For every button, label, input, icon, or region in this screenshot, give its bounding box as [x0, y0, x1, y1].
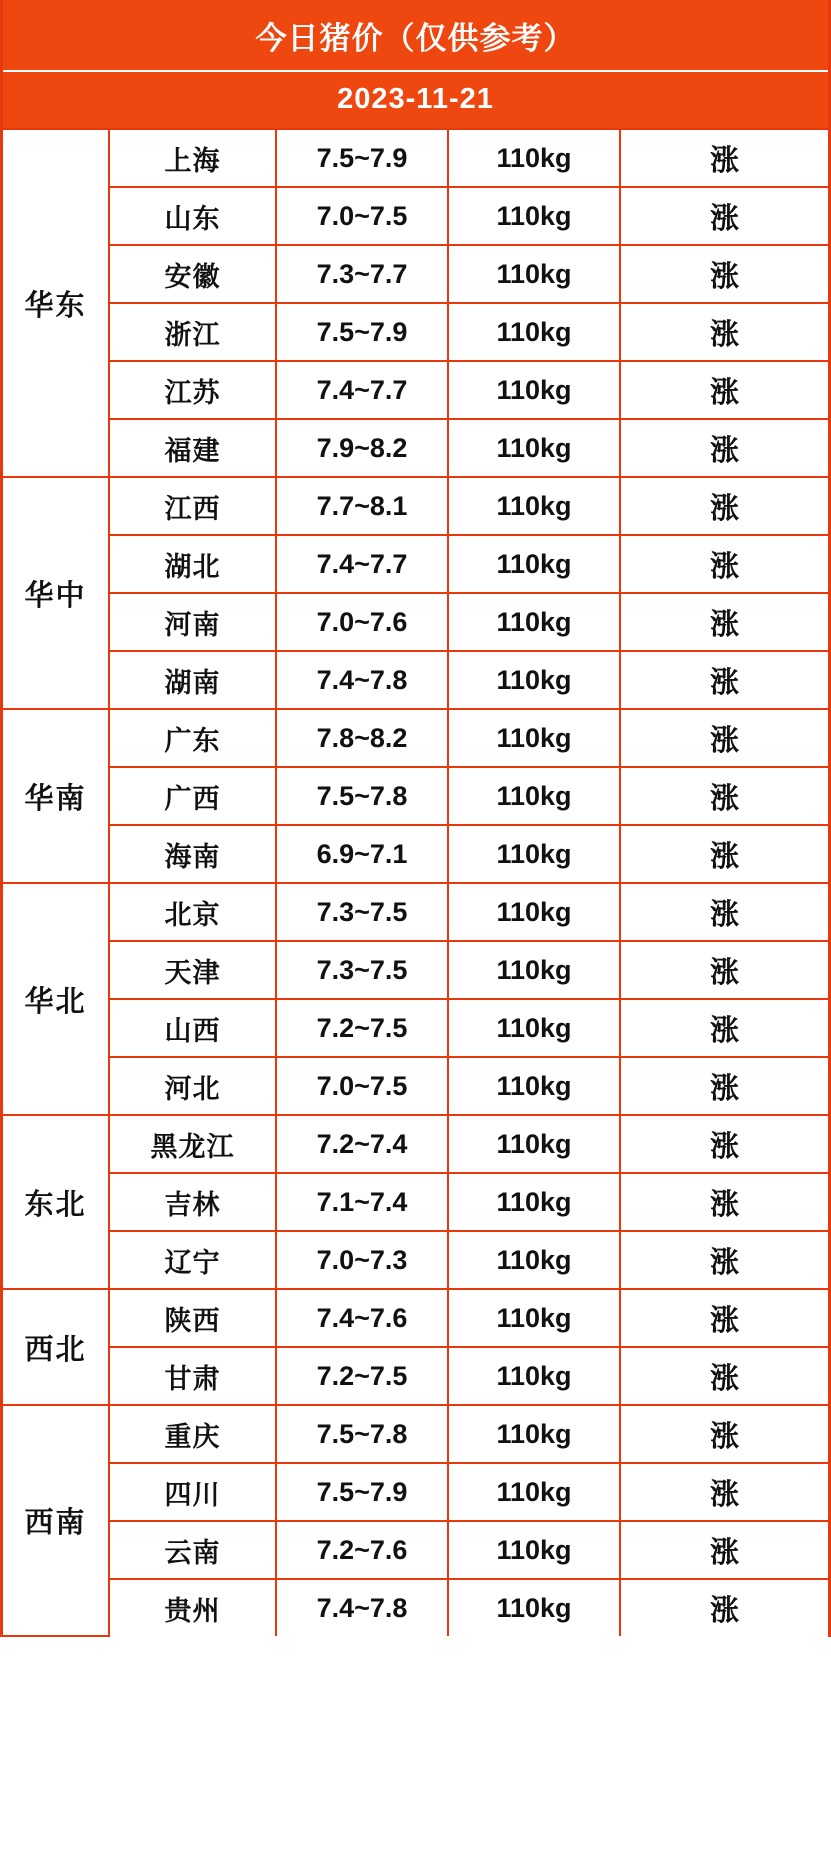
trend-cell: 涨	[620, 651, 828, 709]
trend-cell: 涨	[620, 1115, 828, 1173]
region-cell: 西南	[3, 1405, 109, 1636]
report-date: 2023-11-21	[3, 72, 828, 128]
province-cell: 江西	[109, 477, 276, 535]
weight-cell: 110kg	[448, 1521, 620, 1579]
weight-cell: 110kg	[448, 941, 620, 999]
table-row	[3, 1289, 828, 1347]
province-cell: 上海	[109, 129, 276, 187]
trend-cell: 涨	[620, 1521, 828, 1579]
trend-cell: 涨	[620, 129, 828, 187]
table-row	[3, 245, 828, 303]
trend-cell: 涨	[620, 941, 828, 999]
weight-cell: 110kg	[448, 129, 620, 187]
weight-cell: 110kg	[448, 1115, 620, 1173]
table-row	[3, 767, 828, 825]
price-cell: 7.1~7.4	[276, 1173, 448, 1231]
price-cell: 7.7~8.1	[276, 477, 448, 535]
trend-cell: 涨	[620, 709, 828, 767]
table-row	[3, 477, 828, 535]
table-row	[3, 651, 828, 709]
province-cell: 甘肃	[109, 1347, 276, 1405]
table-row	[3, 187, 828, 245]
trend-cell: 涨	[620, 1289, 828, 1347]
province-cell: 安徽	[109, 245, 276, 303]
province-cell: 重庆	[109, 1405, 276, 1463]
province-cell: 湖北	[109, 535, 276, 593]
price-cell: 7.2~7.6	[276, 1521, 448, 1579]
weight-cell: 110kg	[448, 593, 620, 651]
trend-cell: 涨	[620, 593, 828, 651]
province-cell: 贵州	[109, 1579, 276, 1636]
region-cell: 东北	[3, 1115, 109, 1289]
table-row	[3, 1115, 828, 1173]
province-cell: 辽宁	[109, 1231, 276, 1289]
province-cell: 河北	[109, 1057, 276, 1115]
price-table	[3, 128, 828, 1637]
province-cell: 天津	[109, 941, 276, 999]
province-cell: 海南	[109, 825, 276, 883]
weight-cell: 110kg	[448, 1405, 620, 1463]
region-cell: 西北	[3, 1289, 109, 1405]
trend-cell: 涨	[620, 303, 828, 361]
table-row	[3, 1057, 828, 1115]
price-cell: 7.2~7.5	[276, 1347, 448, 1405]
trend-cell: 涨	[620, 361, 828, 419]
price-cell: 7.0~7.5	[276, 1057, 448, 1115]
region-cell: 华中	[3, 477, 109, 709]
trend-cell: 涨	[620, 535, 828, 593]
price-cell: 7.5~7.8	[276, 767, 448, 825]
table-row	[3, 825, 828, 883]
table-row	[3, 709, 828, 767]
province-cell: 广东	[109, 709, 276, 767]
weight-cell: 110kg	[448, 245, 620, 303]
trend-cell: 涨	[620, 1231, 828, 1289]
table-row	[3, 361, 828, 419]
region-cell: 华南	[3, 709, 109, 883]
trend-cell: 涨	[620, 1173, 828, 1231]
weight-cell: 110kg	[448, 825, 620, 883]
province-cell: 江苏	[109, 361, 276, 419]
price-cell: 7.4~7.8	[276, 1579, 448, 1636]
price-cell: 7.9~8.2	[276, 419, 448, 477]
province-cell: 北京	[109, 883, 276, 941]
price-cell: 7.4~7.8	[276, 651, 448, 709]
region-cell: 华北	[3, 883, 109, 1115]
price-cell: 7.0~7.5	[276, 187, 448, 245]
table-row	[3, 303, 828, 361]
trend-cell: 涨	[620, 767, 828, 825]
price-cell: 7.3~7.5	[276, 941, 448, 999]
trend-cell: 涨	[620, 999, 828, 1057]
price-cell: 7.5~7.9	[276, 129, 448, 187]
price-cell: 7.3~7.5	[276, 883, 448, 941]
price-cell: 7.4~7.7	[276, 361, 448, 419]
table-row	[3, 593, 828, 651]
trend-cell: 涨	[620, 1405, 828, 1463]
weight-cell: 110kg	[448, 1057, 620, 1115]
price-cell: 7.2~7.5	[276, 999, 448, 1057]
table-row	[3, 535, 828, 593]
trend-cell: 涨	[620, 1347, 828, 1405]
province-cell: 福建	[109, 419, 276, 477]
table-row	[3, 941, 828, 999]
trend-cell: 涨	[620, 1463, 828, 1521]
province-cell: 河南	[109, 593, 276, 651]
weight-cell: 110kg	[448, 361, 620, 419]
province-cell: 吉林	[109, 1173, 276, 1231]
weight-cell: 110kg	[448, 651, 620, 709]
table-row	[3, 1231, 828, 1289]
table-row	[3, 1579, 828, 1636]
trend-cell: 涨	[620, 1057, 828, 1115]
weight-cell: 110kg	[448, 1579, 620, 1636]
trend-cell: 涨	[620, 825, 828, 883]
price-cell: 7.5~7.8	[276, 1405, 448, 1463]
trend-cell: 涨	[620, 419, 828, 477]
table-row	[3, 883, 828, 941]
table-row	[3, 999, 828, 1057]
table-row	[3, 1173, 828, 1231]
weight-cell: 110kg	[448, 1347, 620, 1405]
weight-cell: 110kg	[448, 1289, 620, 1347]
weight-cell: 110kg	[448, 767, 620, 825]
price-cell: 6.9~7.1	[276, 825, 448, 883]
weight-cell: 110kg	[448, 999, 620, 1057]
price-cell: 7.0~7.6	[276, 593, 448, 651]
province-cell: 广西	[109, 767, 276, 825]
table-row	[3, 1463, 828, 1521]
trend-cell: 涨	[620, 883, 828, 941]
weight-cell: 110kg	[448, 709, 620, 767]
price-cell: 7.5~7.9	[276, 303, 448, 361]
table-row	[3, 129, 828, 187]
province-cell: 山西	[109, 999, 276, 1057]
province-cell: 陕西	[109, 1289, 276, 1347]
weight-cell: 110kg	[448, 1463, 620, 1521]
table-row	[3, 1405, 828, 1463]
price-cell: 7.5~7.9	[276, 1463, 448, 1521]
weight-cell: 110kg	[448, 1173, 620, 1231]
weight-cell: 110kg	[448, 419, 620, 477]
province-cell: 云南	[109, 1521, 276, 1579]
province-cell: 湖南	[109, 651, 276, 709]
price-cell: 7.2~7.4	[276, 1115, 448, 1173]
price-cell: 7.4~7.7	[276, 535, 448, 593]
trend-cell: 涨	[620, 187, 828, 245]
price-table-body	[3, 129, 828, 1636]
trend-cell: 涨	[620, 245, 828, 303]
province-cell: 浙江	[109, 303, 276, 361]
weight-cell: 110kg	[448, 1231, 620, 1289]
weight-cell: 110kg	[448, 535, 620, 593]
weight-cell: 110kg	[448, 883, 620, 941]
weight-cell: 110kg	[448, 187, 620, 245]
weight-cell: 110kg	[448, 477, 620, 535]
table-row	[3, 419, 828, 477]
page-title: 今日猪价（仅供参考）	[3, 0, 828, 72]
trend-cell: 涨	[620, 1579, 828, 1636]
province-cell: 山东	[109, 187, 276, 245]
price-cell: 7.3~7.7	[276, 245, 448, 303]
province-cell: 四川	[109, 1463, 276, 1521]
weight-cell: 110kg	[448, 303, 620, 361]
price-cell: 7.4~7.6	[276, 1289, 448, 1347]
region-cell: 华东	[3, 129, 109, 477]
price-cell: 7.0~7.3	[276, 1231, 448, 1289]
price-cell: 7.8~8.2	[276, 709, 448, 767]
table-row	[3, 1347, 828, 1405]
trend-cell: 涨	[620, 477, 828, 535]
province-cell: 黑龙江	[109, 1115, 276, 1173]
table-row	[3, 1521, 828, 1579]
